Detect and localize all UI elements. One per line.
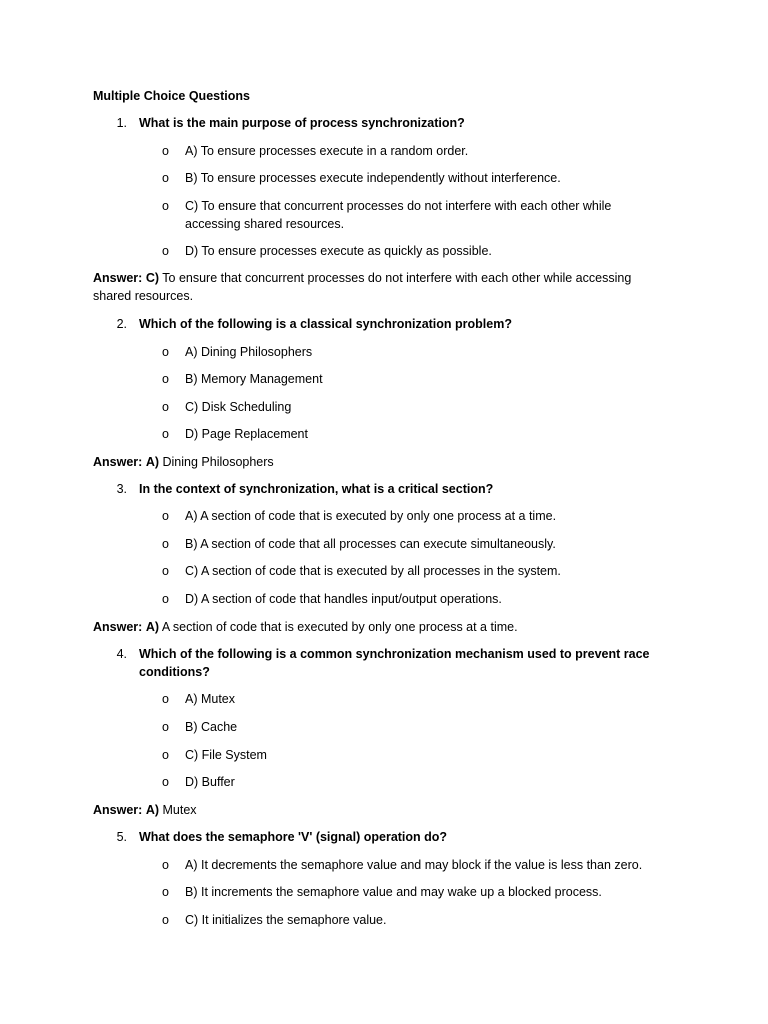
option-item: D) A section of code that handles input/output operations. [185,592,502,606]
option-item: B) To ensure processes execute independently without interference. [185,171,561,185]
bullet-marker: o [162,592,169,606]
bullet-marker: o [162,199,169,213]
bullet-marker: o [162,171,169,185]
question-text: In the context of synchronization, what is a critical section? [139,482,494,496]
option-item: B) Memory Management [185,372,323,386]
question-number: 3. [116,482,127,496]
bullet-marker: o [162,509,169,523]
option-item: B) It increments the semaphore value and may wake up a blocked process. [185,885,602,899]
answer-line [93,453,673,471]
bullet-marker: o [162,748,169,762]
option-item: C) To ensure that concurrent processes do not interfere with each other while accessing shared resources. [185,199,612,231]
bullet-marker: o [162,885,169,899]
bullet-marker: o [162,400,169,414]
question-number: 4. [116,647,127,661]
option-item: A) It decrements the semaphore value and may block if the value is less than zero. [185,858,643,872]
answer-label: Answer: [93,271,143,285]
option-item: C) File System [185,748,267,762]
answer-label: Answer: [93,803,143,817]
question-number: 5. [116,830,127,844]
answer-letter: C) [145,271,160,285]
option-item: A) A section of code that is executed by only one process at a time. [185,509,557,523]
option-item: C) A section of code that is executed by all processes in the system. [185,564,561,578]
bullet-marker: o [162,244,169,258]
question-text: What does the semaphore 'V' (signal) operation do? [139,830,448,844]
answer-label: Answer: [93,620,143,634]
option-item: A) Mutex [185,692,236,706]
bullet-marker: o [162,564,169,578]
answer-letter: A) [145,455,160,469]
question-text: Which of the following is a classical synchronization problem? [139,317,512,331]
option-item: C) It initializes the semaphore value. [185,913,387,927]
question-text: Which of the following is a common synchronization mechanism used to prevent race conditions? [139,647,650,679]
answer-text: A section of code that is executed by only one process at a time. [161,620,518,634]
answer-text: To ensure that concurrent processes do not interfere with each other while accessing shared resources. [93,271,632,303]
option-item: D) Buffer [185,775,235,789]
bullet-marker: o [162,537,169,551]
answer-letter: A) [145,803,160,817]
bullet-marker: o [162,720,169,734]
option-item: C) Disk Scheduling [185,400,292,414]
answer-text: Mutex [162,803,197,817]
option-item: D) To ensure processes execute as quickly as possible. [185,244,492,258]
bullet-marker: o [162,345,169,359]
answer-label: Answer: [93,455,143,469]
bullet-marker: o [162,144,169,158]
answer-letter: A) [145,620,160,634]
answer-text: Dining Philosophers [162,455,274,469]
answer-line [93,269,663,305]
answer-line [93,618,673,636]
option-item: D) Page Replacement [185,427,308,441]
bullet-marker: o [162,427,169,441]
question-number: 2. [116,317,127,331]
option-item: A) Dining Philosophers [185,345,313,359]
answer-line [93,801,673,819]
bullet-marker: o [162,913,169,927]
question-number: 1. [116,116,127,130]
document-title: Multiple Choice Questions [93,89,250,103]
question-text: What is the main purpose of process synchronization? [139,116,465,130]
option-item: A) To ensure processes execute in a random order. [185,144,469,158]
bullet-marker: o [162,858,169,872]
option-item: B) A section of code that all processes can execute simultaneously. [185,537,556,551]
bullet-marker: o [162,372,169,386]
option-item: B) Cache [185,720,238,734]
bullet-marker: o [162,692,169,706]
bullet-marker: o [162,775,169,789]
